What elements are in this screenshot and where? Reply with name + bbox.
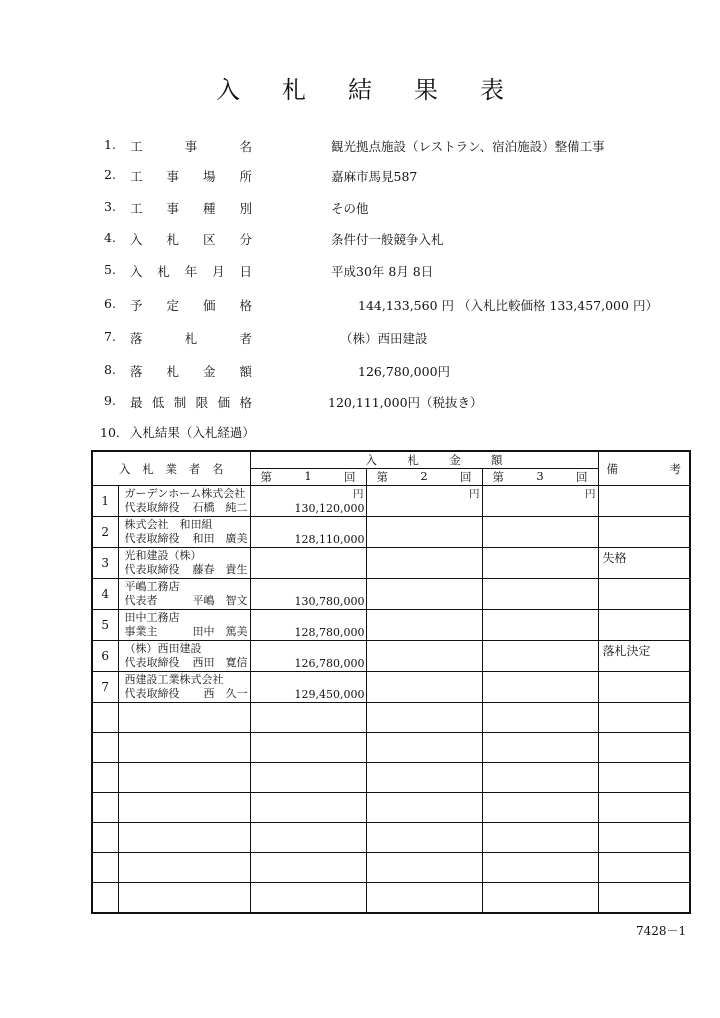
page-number: 7428－1 [636,924,687,938]
info-label-char: 金 [202,364,216,379]
info-label-char: 予 [130,298,143,313]
bidder-representative [125,563,248,577]
info-label-char: 格 [239,395,252,410]
bidder-company: （株）西田建設 [124,642,202,655]
bidder-representative [125,501,248,515]
header-bidder-name [92,451,250,486]
info-number: 1. [104,137,116,152]
empty-cell [118,853,250,883]
header-amount-char: 札 [407,453,419,467]
info-value: 条件付一般競争入札 [331,232,444,247]
empty-cell [598,823,690,853]
bid-amount-round-1 [250,486,366,517]
header-remark-char: 考 [669,461,682,476]
info-row [0,329,720,349]
table-row-empty [92,793,690,823]
bidder-name [118,672,250,703]
info-label-char: 年 [184,264,198,279]
empty-cell [366,853,482,883]
bid-remark [598,517,690,548]
info-label-char: 区 [202,232,216,247]
section-10-text: 入札結果（入札経過） [129,425,255,440]
rep-title: 代表取締役 [124,562,180,576]
bid-amount-value: 126,780,000 [294,657,365,670]
header-round-char: 3 [536,469,544,483]
bid-amount-value: 128,110,000 [294,533,365,546]
info-label-char: 名 [239,139,252,154]
table-row-empty [92,853,690,883]
info-number: 6. [104,296,116,311]
info-label-char: 工 [130,139,143,154]
table-row-empty [92,763,690,793]
header-bidder-char: 名 [212,461,224,476]
info-row [0,393,720,413]
info-label-char: 額 [239,364,252,379]
bid-amount-value: 130,120,000 [294,502,365,515]
info-label [130,393,252,411]
bidder-representative [125,532,248,546]
bid-amount-value: 129,450,000 [294,688,365,701]
header-round-3 [482,469,598,486]
empty-cell [250,763,366,793]
document-title [0,70,720,105]
bidder-number: 2 [92,517,118,548]
info-value: 144,133,560 円 （入札比較価格 133,457,000 円） [358,298,658,313]
bid-amount-round-1 [250,672,366,703]
info-number: 4. [104,230,116,245]
header-round-char: 回 [459,470,472,484]
bidder-company: 西建設工業株式会社 [124,673,224,686]
bidder-number: 7 [92,672,118,703]
bidder-number: 3 [92,548,118,579]
bidder-name [118,486,250,517]
info-label-char: 工 [130,169,143,184]
header-round-char: 第 [492,470,504,484]
bid-amount-round-3 [482,672,598,703]
info-label-char: 定 [166,298,179,313]
rep-name: 田中 篤美 [192,624,248,638]
info-label-char: 札 [157,264,170,279]
bidder-name [118,517,250,548]
header-round-char: 第 [376,470,388,484]
section-10-number: 10. [100,425,120,440]
info-label-char: 札 [184,331,198,346]
info-number: 7. [104,329,116,344]
header-round-char: 第 [260,470,272,484]
info-label [130,167,252,185]
title-char: 表 [480,76,504,104]
info-value: 126,780,000円 [358,364,451,379]
empty-cell [92,763,118,793]
table-row-empty [92,703,690,733]
empty-cell [482,733,598,763]
header-round-2 [366,469,482,486]
bidder-number: 5 [92,610,118,641]
bid-remark [598,641,690,672]
empty-cell [250,853,366,883]
info-label [130,230,252,248]
info-value: 観光拠点施設（レストラン、宿泊施設）整備工事 [331,139,605,154]
table-row [92,610,690,641]
bid-amount-round-1 [250,548,366,579]
header-bidder-char: 札 [142,461,154,476]
bid-amount-value: 128,780,000 [294,626,365,639]
empty-cell [482,763,598,793]
title-char: 札 [282,76,306,104]
empty-cell [482,823,598,853]
bid-table [91,450,691,914]
info-number: 3. [104,199,116,214]
empty-cell [366,763,482,793]
table-row [92,579,690,610]
info-label-char: 限 [195,395,209,410]
info-label-char: 札 [166,232,179,247]
header-amount-char: 額 [491,453,503,467]
bidder-representative [125,687,248,701]
bid-amount-round-1 [250,641,366,672]
empty-cell [118,733,250,763]
empty-cell [250,793,366,823]
bid-amount-round-2 [366,579,482,610]
rep-name: 西 久一 [203,686,248,700]
rep-name: 平嶋 智文 [192,593,248,607]
info-label-char: 制 [173,395,187,410]
bid-amount-round-3 [482,486,598,517]
empty-cell [482,883,598,914]
header-remarks [598,451,690,486]
header-bidder-char: 入 [119,461,131,476]
info-label-char: 事 [166,169,179,184]
bid-amount-round-1 [250,610,366,641]
header-amount-char: 金 [449,453,461,467]
empty-cell [118,763,250,793]
info-label-char: 札 [166,364,179,379]
header-bidder-char: 業 [165,461,177,476]
info-number: 5. [104,262,116,277]
info-label-char: 日 [239,264,252,279]
empty-cell [598,763,690,793]
empty-cell [250,733,366,763]
bid-remark [598,610,690,641]
empty-cell [366,733,482,763]
table-row [92,672,690,703]
rep-title: 事業主 [124,624,158,638]
empty-cell [366,703,482,733]
info-row [0,230,720,250]
rep-name: 西田 寛信 [192,655,248,669]
info-label-char: 種 [202,201,216,216]
empty-cell [366,793,482,823]
bid-amount-round-2 [366,486,482,517]
table-row [92,517,690,548]
table-row-empty [92,823,690,853]
header-round-char: 回 [576,470,588,484]
rep-title: 代表取締役 [124,531,180,545]
bidder-company: 田中工務店 [124,611,180,624]
empty-cell [250,823,366,853]
info-value: 120,111,000円（税抜き） [328,395,483,410]
info-value: 嘉麻市馬見587 [331,169,418,184]
header-amount-char: 入 [365,453,377,467]
empty-cell [598,733,690,763]
empty-cell [598,703,690,733]
empty-cell [118,793,250,823]
info-label [130,329,252,347]
info-label-char: 落 [130,364,143,379]
rep-name: 和田 廣美 [192,531,248,545]
header-round-char: 1 [304,469,312,483]
title-char: 入 [216,76,240,104]
bid-amount-round-3 [482,517,598,548]
bid-remark [598,579,690,610]
info-row [0,137,720,157]
empty-cell [118,823,250,853]
bidder-number: 6 [92,641,118,672]
header-bid-amount [250,451,598,469]
title-char: 果 [414,76,438,104]
bid-amount-round-3 [482,641,598,672]
info-label-char: 価 [202,298,216,313]
info-label [130,199,252,217]
table-row [92,486,690,517]
empty-cell [92,853,118,883]
info-number: 2. [104,167,116,182]
bidder-company: 平嶋工務店 [124,580,180,593]
info-label [130,262,252,280]
header-round-1 [250,469,366,486]
bidder-company: ガーデンホーム株式会社 [124,487,246,500]
bid-amount-round-2 [366,641,482,672]
bidder-name [118,579,250,610]
empty-cell [92,793,118,823]
info-label-char: 入 [130,232,143,247]
bidder-name [118,548,250,579]
info-label [130,137,252,155]
info-label-char: 工 [130,201,143,216]
yen-unit: 円 [585,488,596,500]
empty-cell [92,733,118,763]
info-value: その他 [331,201,369,216]
empty-cell [92,703,118,733]
info-row [0,199,720,219]
info-value: （株）西田建設 [340,331,428,346]
rep-title: 代表取締役 [124,500,180,514]
empty-cell [118,883,250,914]
empty-cell [598,883,690,914]
info-label-char: 分 [239,232,252,247]
rep-title: 代表者 [124,593,158,607]
bid-remark [598,548,690,579]
info-label-char: 所 [239,169,252,184]
info-number: 8. [104,362,116,377]
bid-amount-round-2 [366,610,482,641]
empty-cell [598,853,690,883]
empty-cell [482,703,598,733]
info-row [0,262,720,282]
header-round-char: 2 [420,469,428,483]
header-round-char: 回 [343,470,356,484]
bid-amount-round-2 [366,672,482,703]
info-value: 平成30年 8月 8日 [331,264,434,279]
empty-cell [92,883,118,914]
bidder-number: 4 [92,579,118,610]
info-row [0,296,720,316]
empty-cell [118,703,250,733]
empty-cell [482,853,598,883]
table-row [92,548,690,579]
info-row [0,167,720,187]
title-char: 結 [348,76,372,104]
rep-title: 代表取締役 [124,655,180,669]
info-label-char: 事 [184,139,198,154]
bidder-name [118,610,250,641]
yen-unit: 円 [469,488,480,500]
bid-remark [598,672,690,703]
bidder-company: 光和建設（株） [124,549,202,562]
info-label-char: 別 [239,201,252,216]
bid-amount-round-2 [366,548,482,579]
info-label-char: 落 [130,331,143,346]
info-label-char: 価 [217,395,231,410]
info-label-char: 格 [239,298,252,313]
rep-name: 藤春 貴生 [192,562,248,576]
empty-cell [92,823,118,853]
bidder-number: 1 [92,486,118,517]
table-row [92,641,690,672]
bidder-name [118,641,250,672]
bid-amount-value: 130,780,000 [294,595,365,608]
info-label-char: 場 [202,169,216,184]
bidder-company: 株式会社 和田組 [124,518,213,531]
empty-cell [598,793,690,823]
table-row-empty [92,733,690,763]
bid-amount-round-1 [250,517,366,548]
rep-title: 代表取締役 [124,686,180,700]
bidder-representative [125,594,248,608]
info-label-char: 月 [212,264,225,279]
info-row [0,362,720,382]
header-bidder-char: 者 [188,461,201,476]
info-label-char: 事 [166,201,179,216]
empty-cell [250,883,366,914]
info-label [130,296,252,314]
empty-cell [366,823,482,853]
yen-unit: 円 [353,488,364,500]
bidder-representative [125,656,248,670]
empty-cell [250,703,366,733]
rep-name: 石橋 純二 [192,500,248,514]
empty-cell [366,883,482,914]
table-row-empty [92,883,690,914]
empty-cell [482,793,598,823]
bid-amount-round-2 [366,517,482,548]
info-label-char: 低 [151,395,165,410]
bid-amount-round-3 [482,610,598,641]
info-label-char: 者 [239,331,252,346]
header-remark-char: 備 [606,461,619,476]
section-10-label [100,423,265,441]
info-label [130,362,252,380]
bid-amount-round-3 [482,579,598,610]
info-number: 9. [104,393,116,408]
bidder-representative [125,625,248,639]
bid-remark-text: 落札決定 [602,643,651,658]
bid-amount-round-1 [250,579,366,610]
info-label-char: 入 [130,264,143,279]
bid-remark-text: 失格 [602,550,627,565]
info-label-char: 最 [130,395,143,410]
bid-amount-round-3 [482,548,598,579]
bid-remark [598,486,690,517]
